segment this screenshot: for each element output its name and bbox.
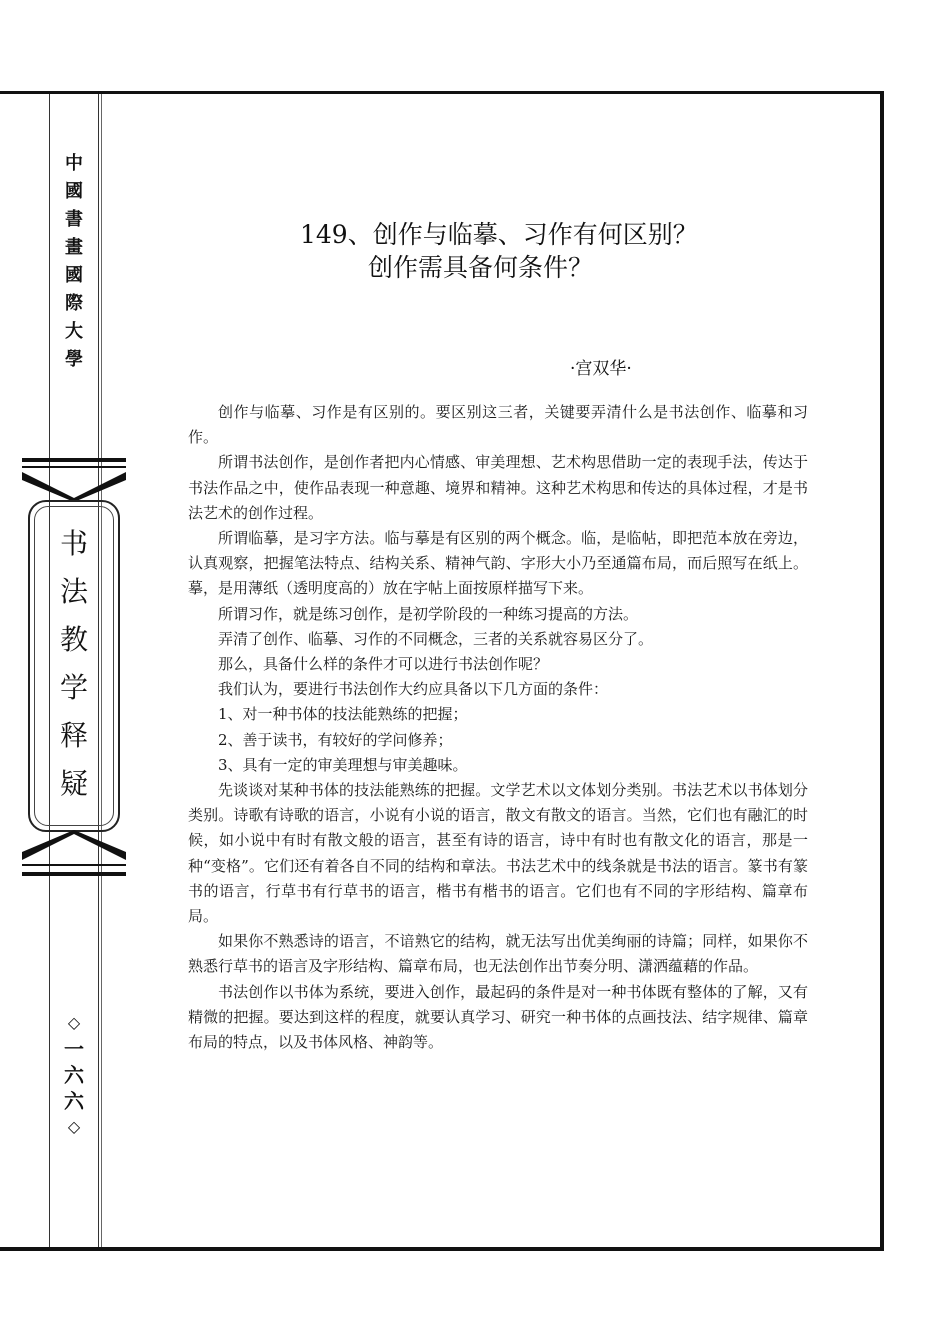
article-body <box>188 400 808 1055</box>
section-char: 学 <box>59 671 88 704</box>
paragraph: 创作与临摹、习作是有区别的。要区别这三者，关键要弄清什么是书法创作、临摹和习作。 <box>188 403 808 447</box>
section-char: 法 <box>59 575 88 608</box>
ornament-bar-bottom <box>22 872 126 876</box>
page-number <box>50 1010 98 1140</box>
section-char: 教 <box>59 623 88 656</box>
paragraph: 所谓书法创作，是创作者把内心情感、审美理想、艺术构思借助一定的表现手法，传达于书法作品之中，使作品表现一种意趣、境界和精神。这种艺术构思和传达的具体过程，才是书法艺术的创作过程。 <box>188 453 808 522</box>
page-char: 六 <box>64 1089 84 1113</box>
title-line-2: 创作需具备何条件？ <box>368 253 594 282</box>
ornament-bar-top-thin <box>22 466 126 468</box>
ornament-chevron-bottom-icon <box>22 830 126 860</box>
diamond-icon: ◇ <box>67 1117 81 1136</box>
header-char: 大 <box>65 321 83 342</box>
header-char: 學 <box>65 349 83 370</box>
section-char: 释 <box>59 719 88 752</box>
paragraph: 弄清了创作、临摹、习作的不同概念，三者的关系就容易区分了。 <box>218 629 654 648</box>
header-char: 國 <box>65 181 83 202</box>
vertical-section-name <box>34 520 114 808</box>
header-char: 書 <box>65 209 83 230</box>
header-char: 畫 <box>65 237 83 258</box>
header-char: 際 <box>65 293 83 314</box>
list-item: 1、对一种书体的技法能熟练的把握； <box>218 705 468 724</box>
vertical-header-title <box>50 150 98 374</box>
page-char: 六 <box>64 1063 84 1087</box>
paragraph: 书法创作以书体为系统，要进入创作，最起码的条件是对一种书体既有整体的了解，又有精微的把握。要达到这样的程度，就要认真学习、研究一种书体的点画技法、结字规律、篇章布局的特点，以及书体风格、神韵等。 <box>188 982 808 1052</box>
header-char: 國 <box>65 265 83 286</box>
ornament-chevron-top-icon <box>22 472 126 502</box>
page-frame-right <box>880 91 884 1251</box>
section-char: 书 <box>59 527 88 560</box>
section-char: 疑 <box>59 767 88 800</box>
paragraph: 所谓习作，就是练习创作，是初学阶段的一种练习提高的方法。 <box>218 604 639 623</box>
list-item: 3、具有一定的审美理想与审美趣味。 <box>218 755 468 774</box>
paragraph: 如果你不熟悉诗的语言，不谙熟它的结构，就无法写出优美绚丽的诗篇；同样，如果你不熟悉行草书的语言及字形结构、篇章布局，也无法创作出节奏分明、潇洒蕴藉的作品。 <box>188 932 808 976</box>
header-char: 中 <box>65 153 83 174</box>
ornament-bar-bottom-thin <box>22 864 126 866</box>
list-item: 2、善于读书，有较好的学问修养； <box>218 730 453 749</box>
article-title <box>300 218 800 284</box>
paragraph: 我们认为，要进行书法创作大约应具备以下几方面的条件： <box>218 680 609 699</box>
page-frame-bottom <box>0 1247 884 1251</box>
paragraph: 那么，具备什么样的条件才可以进行书法创作呢？ <box>218 655 549 674</box>
ornament-bar-top <box>22 458 126 462</box>
paragraph: 先谈谈对某种书体的技法能熟练的把握。文学艺术以文体划分类别。书法艺术以书体划分类别。诗歌有诗歌的语言，小说有小说的语言，散文有散文的语言。当然，它们也有融汇的时候，如小说中有时有散文般的语言，甚至有诗的语言，诗中有时也有散文化的语言，那是一种“变格”。它们还有着各自不同的结构和章法。书法艺术中的线条就是书法的语言。篆书有篆书的语言，行草书有行草书的语言，楷书有楷书的语言。它们也有不同的字形结构、篇章布局。 <box>188 781 808 926</box>
title-line-1: 149、创作与临摹、习作有何区别？ <box>300 220 698 249</box>
diamond-icon: ◇ <box>67 1013 81 1032</box>
page-char: 一 <box>64 1037 84 1061</box>
author-byline: ·宫双华· <box>570 359 632 379</box>
page-frame-top <box>0 91 884 94</box>
paragraph: 所谓临摹，是习字方法。临与摹是有区别的两个概念。临，是临帖，即把范本放在旁边，认真观察，把握笔法特点、结构关系、精神气韵、字形大小乃至通篇布局，而后照写在纸上。摹，是用薄纸（透明度高的）放在字帖上面按原样描写下来。 <box>188 529 808 598</box>
